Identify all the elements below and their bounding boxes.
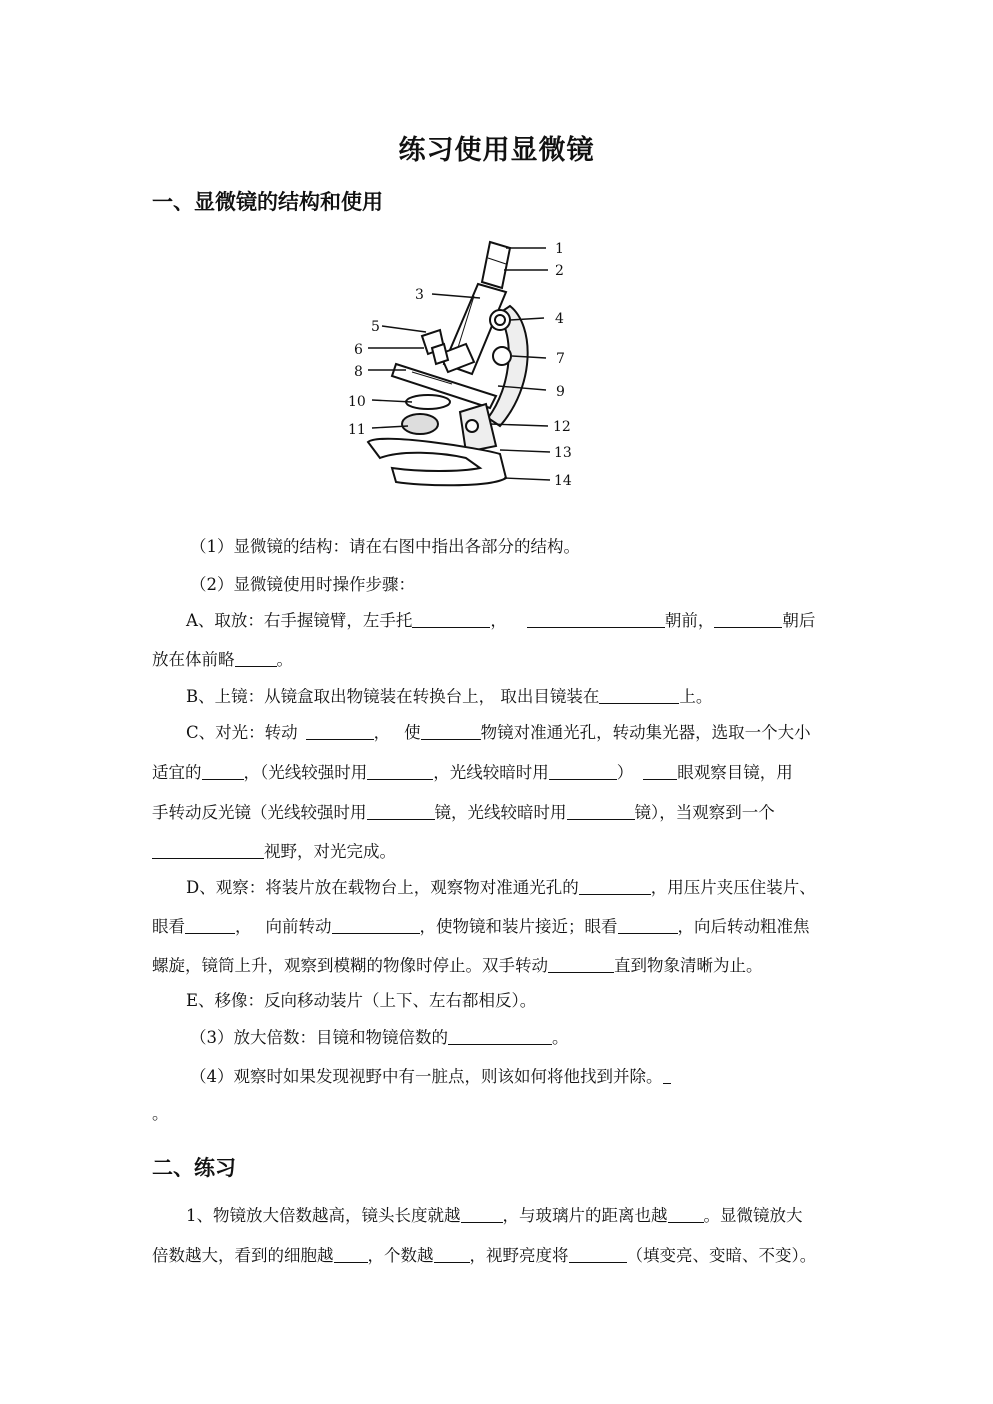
blank[interactable] [434, 1246, 470, 1263]
text: 使 [404, 723, 421, 742]
blank[interactable] [367, 763, 433, 780]
step-c-line-1 [186, 723, 886, 743]
text: 向前转动 [265, 917, 332, 936]
figure-label-9: 9 [556, 384, 565, 400]
text: 。 [276, 650, 293, 669]
text: ，使物镜和装片接近；眼看 [419, 917, 618, 936]
text: ，光线较暗时用 [433, 763, 549, 782]
text: 倍数越大，看到的细胞越 [152, 1246, 334, 1265]
text: 放在体前略 [152, 650, 235, 669]
text: 物镜对准通光孔，转动集光器，选取一个大小 [480, 723, 811, 742]
step-c-line-3 [152, 803, 852, 823]
step-a-line-1 [186, 611, 886, 631]
question-4-line-2: 。 [152, 1104, 169, 1123]
step-a-line-2 [152, 650, 852, 670]
text: 直到物象清晰为止。 [614, 956, 763, 975]
text: 镜，光线较暗时用 [434, 803, 567, 822]
blank[interactable] [461, 1206, 503, 1223]
blank[interactable] [599, 687, 679, 704]
text: ，用压片夹压住装片、 [650, 878, 816, 897]
text: 眼观察目镜，用 [677, 763, 793, 782]
exercise-1-line-1 [186, 1206, 886, 1226]
blank[interactable] [421, 723, 481, 740]
blank[interactable] [567, 803, 635, 820]
blank[interactable] [185, 917, 235, 934]
mirror [402, 414, 438, 434]
figure-label-10: 10 [348, 394, 366, 410]
step-b [186, 687, 886, 707]
text: （3）放大倍数：目镜和物镜倍数的 [190, 1028, 448, 1047]
text: ，（光线较强时用 [243, 763, 368, 782]
blank[interactable] [527, 611, 665, 628]
text: 朝前， [664, 611, 715, 630]
question-2: （2）显微镜使用时操作步骤： [190, 575, 415, 594]
blank[interactable] [367, 803, 435, 820]
figure-label-13: 13 [554, 445, 572, 461]
text: ，向后转动粗准焦 [677, 917, 810, 936]
step-d-line-2 [152, 917, 852, 937]
text: A、取放：右手握镜臂，左手托 [186, 611, 413, 630]
blank[interactable] [332, 917, 420, 934]
eyepiece [482, 242, 510, 288]
blank[interactable] [618, 917, 678, 934]
section-heading-2: 二、练习 [152, 1155, 236, 1180]
blank[interactable] [569, 1246, 627, 1263]
text: 上。 [679, 687, 713, 706]
blank[interactable] [668, 1206, 704, 1223]
blank[interactable] [448, 1028, 552, 1045]
blank[interactable] [152, 842, 264, 859]
text: ， [490, 611, 507, 630]
blank[interactable] [643, 763, 677, 780]
figure-label-14: 14 [554, 473, 572, 489]
figure-label-7: 7 [556, 351, 565, 367]
text: B、上镜：从镜盒取出物镜装在转换台上， 取出目镜装在 [186, 687, 600, 706]
blank[interactable] [548, 956, 614, 973]
step-d-line-3 [152, 956, 852, 976]
page-title: 练习使用显微镜 [398, 135, 595, 166]
fine-knob [493, 347, 511, 365]
step-e: E、移像：反向移动装片（上下、左右都相反）。 [186, 991, 537, 1010]
text: 视野，对光完成。 [264, 842, 396, 861]
figure-label-12: 12 [553, 419, 571, 435]
figure-label-11: 11 [348, 422, 366, 438]
text: D、观察：将装片放在载物台上，观察物对准通光孔的 [186, 878, 579, 897]
text: 手转动反光镜（光线较强时用 [152, 803, 367, 822]
blank[interactable] [334, 1246, 368, 1263]
blank[interactable] [714, 611, 782, 628]
text: ，与玻璃片的距离也越 [502, 1206, 668, 1225]
exercise-1-line-2 [152, 1246, 852, 1266]
figure-label-5: 5 [371, 319, 380, 335]
figure-label-3: 3 [415, 287, 424, 303]
blank[interactable] [235, 650, 277, 667]
step-c-line-2 [152, 763, 852, 783]
text: C、对光：转动 [186, 723, 298, 742]
blank[interactable] [579, 878, 651, 895]
text: 适宜的 [152, 763, 202, 782]
diaphragm [406, 395, 450, 409]
text: ，视野亮度将 [469, 1246, 569, 1265]
figure-label-6: 6 [354, 342, 363, 358]
microscope-figure [340, 236, 580, 496]
text: ， [373, 723, 391, 742]
text: 。显微镜放大 [703, 1206, 803, 1225]
text: ） [616, 763, 634, 782]
blank[interactable] [663, 1067, 671, 1084]
text: ，个数越 [367, 1246, 434, 1265]
blank[interactable] [306, 723, 374, 740]
text: 眼看 [152, 917, 185, 936]
step-c-line-4 [152, 842, 852, 862]
question-3 [190, 1028, 890, 1048]
section-heading-1: 一、显微镜的结构和使用 [152, 189, 383, 214]
question-1: （1）显微镜的结构：请在右图中指出各部分的结构。 [190, 537, 580, 556]
figure-label-8: 8 [354, 364, 363, 380]
figure-label-1: 1 [555, 241, 564, 257]
figure-label-2: 2 [555, 263, 564, 279]
text: 螺旋，镜筒上升，观察到模糊的物像时停止。双手转动 [152, 956, 548, 975]
text: （填变亮、变暗、不变）。 [626, 1246, 817, 1265]
blank[interactable] [549, 763, 617, 780]
blank[interactable] [202, 763, 244, 780]
text: 朝后 [782, 611, 816, 630]
text: 1、物镜放大倍数越高，镜头长度就越 [186, 1206, 461, 1225]
text: 。 [552, 1028, 569, 1047]
text: 镜），当观察到一个 [634, 803, 775, 822]
step-d-line-1 [186, 878, 886, 898]
coarse-knob [490, 310, 510, 330]
question-4-line-1 [190, 1067, 890, 1087]
blank[interactable] [412, 611, 490, 628]
text: （4）观察时如果发现视野中有一脏点，则该如何将他找到并除。 [190, 1067, 663, 1086]
figure-label-4: 4 [555, 311, 564, 327]
text: ， [235, 917, 252, 936]
